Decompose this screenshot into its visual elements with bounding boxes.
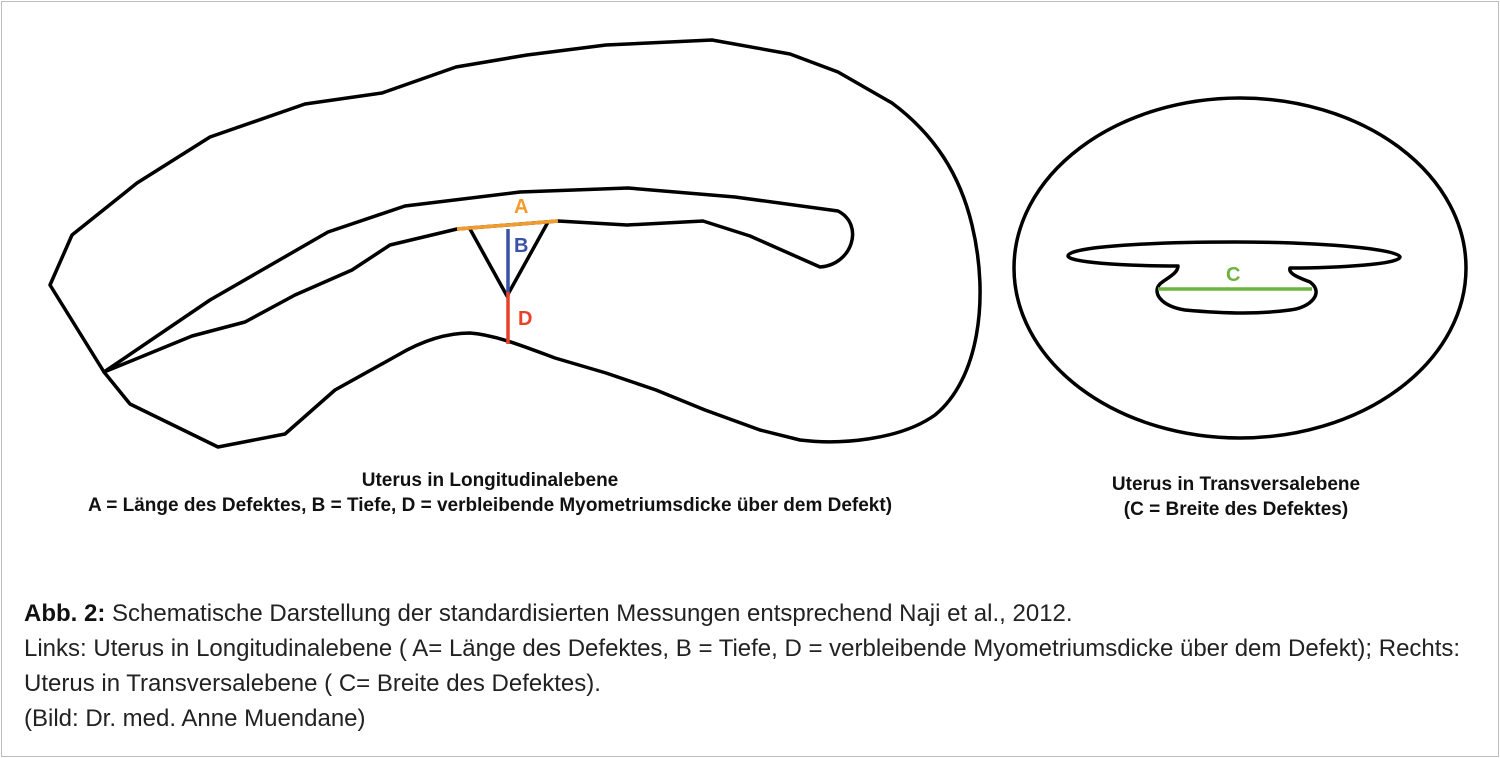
transverse-caption-title: Uterus in Transversalebene [1111,474,1361,495]
figure-label: Abb. 2: [24,600,106,627]
transverse-caption [1036,472,1436,522]
longitudinal-caption-detail: A = Länge des Defektes, B = Tiefe, D = verbleibende Myometriumsdicke über dem Defekt) [87,495,893,516]
figure-caption-line1 [24,596,1464,631]
longitudinal-cavity [104,188,853,372]
label-b: B [514,235,529,257]
longitudinal-caption [20,468,960,518]
figure-caption [24,596,1464,736]
figure-caption-text2: Links: Uterus in Longitudinalebene ( A= Länge des Defektes, B = Tiefe, D = verbleibende Myometriumsdicke über dem Defekt); Rechts: Uterus in Transversalebene ( C= Breite des Defektes). [24,635,1461,697]
transverse-caption-detail: (C = Breite des Defektes) [1123,499,1349,520]
figure-caption-credit: (Bild: Dr. med. Anne Muendane) [24,705,366,732]
label-a: A [514,196,529,218]
figure-caption-text1: Schematische Darstellung der standardisierten Messungen entsprechend Naji et al., 2012. [112,600,1073,627]
label-d: D [518,308,533,330]
label-c: C [1226,264,1241,286]
longitudinal-caption-title: Uterus in Longitudinalebene [361,470,619,491]
